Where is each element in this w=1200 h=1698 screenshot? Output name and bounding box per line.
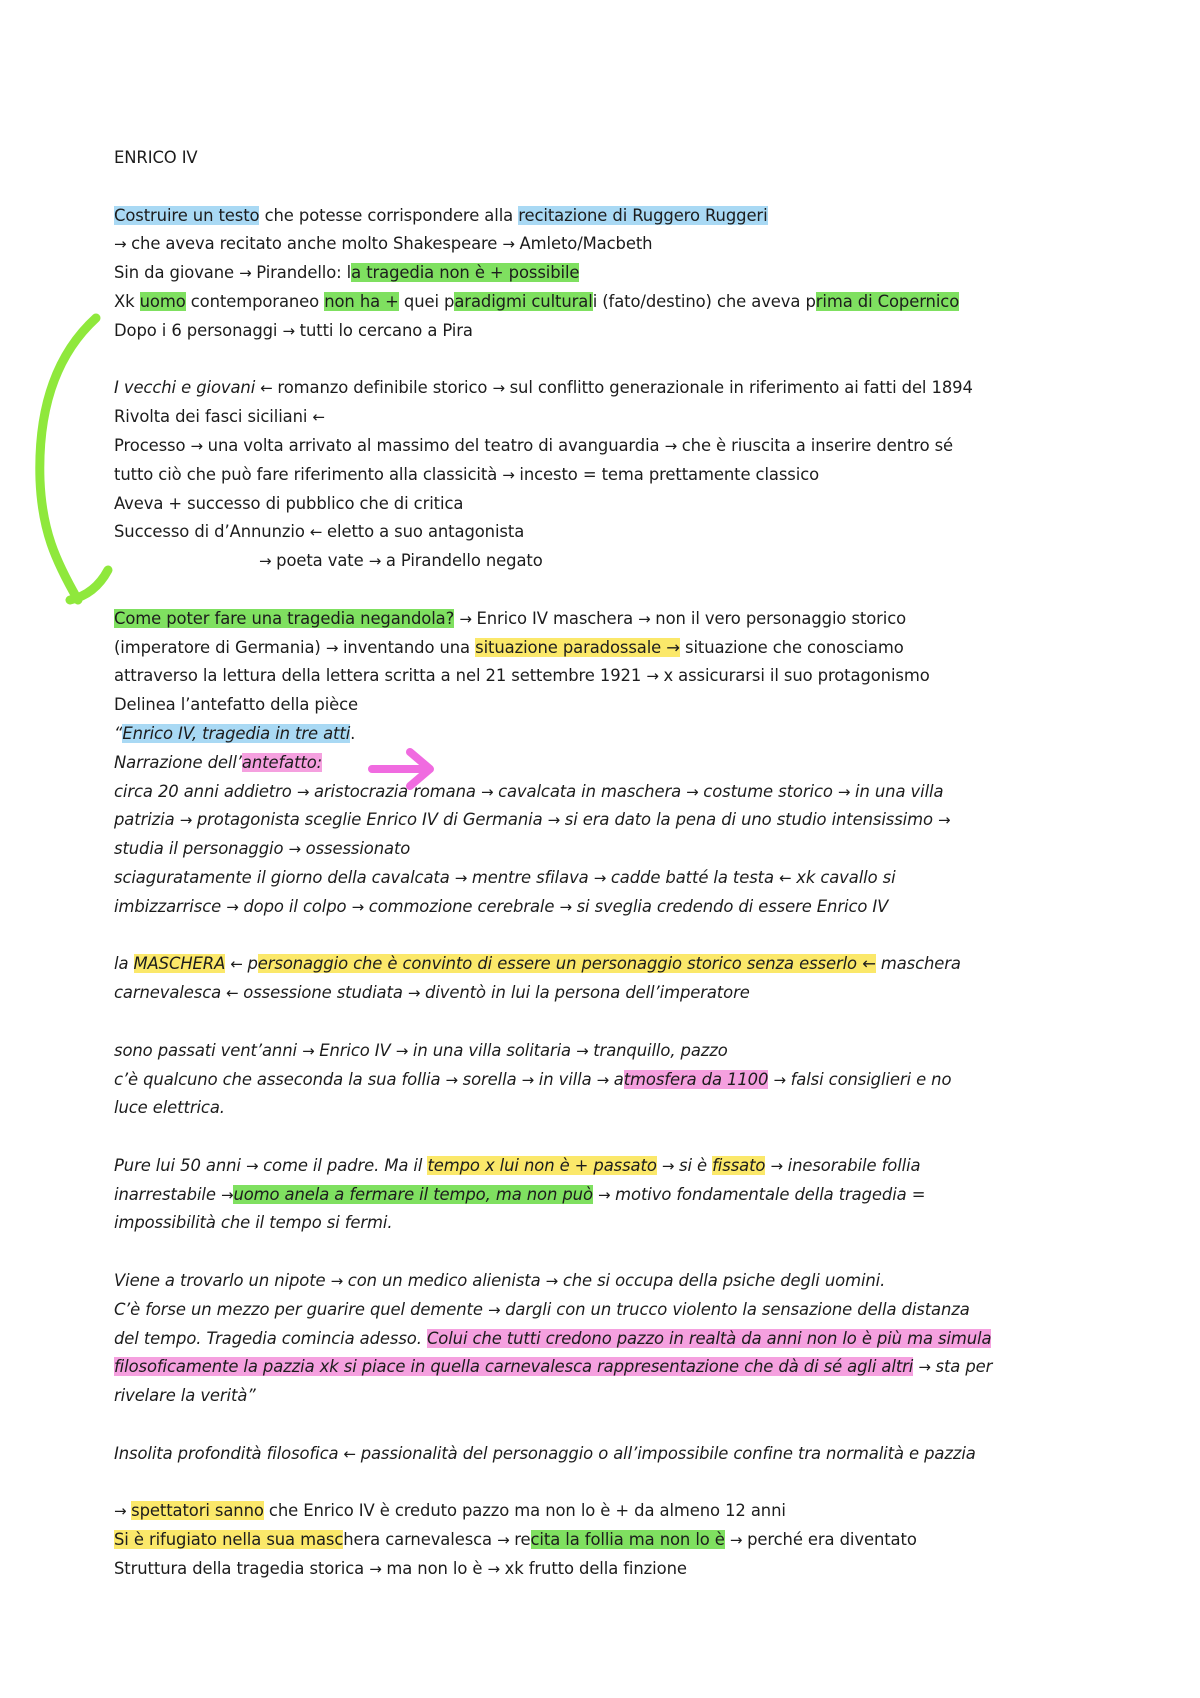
text-segment: re [514, 1530, 531, 1550]
text-segment: motivo fondamentale della tragedia = [615, 1184, 926, 1204]
arrow-icon: → [593, 868, 611, 887]
text-segment: sul conflitto generazionale in riferimento ai fatti del 1894 [509, 378, 973, 398]
text-segment: sorella [462, 1069, 522, 1089]
arrow-icon: → [521, 1070, 539, 1089]
arrow-icon: → [502, 465, 520, 484]
text-segment: maschera [875, 954, 961, 974]
arrow-icon: → [114, 1502, 132, 1521]
highlighted-text: non ha + [324, 291, 399, 311]
arrow-icon: → [773, 1070, 791, 1089]
arrow-icon: → [545, 1272, 563, 1291]
text-segment: ossessionato [305, 839, 411, 859]
text-line [114, 1526, 1114, 1555]
text-segment: poeta vate [276, 551, 369, 571]
highlighted-text: tmosfera da 1100 [623, 1069, 769, 1089]
text-segment: sta per [935, 1357, 993, 1377]
arrow-icon: → [407, 984, 426, 1003]
highlighted-text: cita la follia ma non lo è [530, 1530, 725, 1550]
text-line [114, 202, 1114, 231]
text-line [114, 1382, 1114, 1411]
text-segment: diventò in lui la persona dell’imperatore [425, 983, 750, 1003]
text-segment: Enrico IV maschera [476, 608, 639, 628]
arrow-icon: → [837, 782, 856, 801]
green-arrow-head [70, 570, 108, 600]
arrow-icon: → [487, 1300, 506, 1319]
text-segment: eletto a suo antagonista [327, 522, 525, 542]
arrow-icon: → [502, 235, 520, 254]
text-segment: xk frutto della finzione [504, 1559, 687, 1579]
text-segment: inesorabile follia [787, 1155, 921, 1175]
text-segment: Pure lui 50 anni [114, 1155, 246, 1175]
blank-line [114, 1469, 1114, 1498]
arrow-icon: → [576, 1041, 594, 1060]
text-segment: romanzo definibile storico [277, 378, 493, 398]
text-segment: Dopo i 6 personaggi [114, 320, 283, 340]
text-line [114, 461, 1114, 490]
text-segment: contemporaneo [185, 291, 325, 311]
text-segment: dopo il colpo [243, 896, 352, 916]
text-segment: carnevalesca [114, 983, 227, 1003]
text-line [114, 1066, 1114, 1095]
highlighted-text: rima di Copernico [815, 291, 960, 311]
arrow-icon: → [445, 1070, 463, 1089]
text-segment: aristocrazia romana [313, 781, 481, 801]
text-segment: xk cavallo si [796, 867, 896, 887]
text-segment: Viene a trovarlo un nipote [114, 1271, 331, 1291]
text-line [114, 432, 1114, 461]
highlighted-text: Colui che tutti credono pazzo in realtà da anni non lo è più ma simula [426, 1328, 992, 1348]
arrow-icon: ← [260, 379, 278, 398]
arrow-icon: → [325, 638, 343, 657]
text-segment: cavalcata in maschera [498, 781, 687, 801]
arrow-icon: ← [312, 408, 325, 427]
arrow-icon: → [638, 609, 656, 628]
text-line [114, 1152, 1114, 1181]
text-segment: Struttura della tragedia storica [114, 1559, 370, 1579]
highlighted-text: uomo anela a fermare il tempo, ma non può [233, 1184, 593, 1204]
arrow-icon: → [454, 868, 472, 887]
blank-line [114, 1411, 1114, 1440]
arrow-icon: → [646, 667, 664, 686]
text-segment: che Enrico IV è creduto pazzo ma non lo è + da almeno 12 anni [263, 1501, 786, 1521]
text-segment: in una villa [855, 781, 944, 801]
highlighted-text: recitazione di Ruggero Ruggeri [518, 205, 768, 225]
text-segment: Delinea l’antefatto della pièce [114, 695, 359, 715]
text-segment: i (fato/destino) che aveva p [592, 291, 816, 311]
text-line [114, 893, 1114, 922]
text-line [114, 288, 1114, 317]
text-segment: in una villa solitaria [412, 1040, 577, 1060]
text-segment: si era dato la pena di uno studio intensissimo [564, 810, 939, 830]
text-line [114, 1037, 1114, 1066]
text-segment: una volta arrivato al massimo del teatro di avanguardia [207, 435, 665, 455]
text-line [114, 864, 1114, 893]
text-segment: Xk [114, 291, 140, 311]
text-segment: con un medico alienista [347, 1271, 546, 1291]
text-segment: . [350, 723, 356, 743]
text-segment: sono passati vent’anni [114, 1040, 303, 1060]
arrow-icon: → [664, 436, 682, 455]
text-line [114, 691, 1114, 720]
highlighted-text: Costruire un testo [114, 205, 260, 225]
arrow-icon: → [492, 379, 510, 398]
highlighted-text: a tragedia non è + possibile [351, 263, 580, 283]
text-segment: attraverso la lettura della lettera scritta a nel 21 settembre 1921 [114, 666, 647, 686]
text-segment: C’è forse un mezzo per guarire quel demente [114, 1299, 488, 1319]
arrow-icon: → [598, 1185, 616, 1204]
text-line [114, 1325, 1114, 1354]
arrow-icon: ← [230, 955, 248, 974]
text-segment: del tempo. Tragedia comincia adesso. [114, 1328, 427, 1348]
arrow-icon: → [282, 321, 300, 340]
text-line [114, 778, 1114, 807]
text-line [114, 1353, 1114, 1382]
highlighted-text: Enrico IV, tragedia in tre atti [122, 723, 351, 743]
text-line [114, 835, 1114, 864]
text-line [114, 317, 1114, 346]
highlighted-text: Si è rifugiato nella sua masc [114, 1530, 344, 1550]
text-segment: c’è qualcuno che asseconda la sua follia [114, 1069, 446, 1089]
arrow-icon: → [220, 1185, 234, 1204]
text-line [114, 1209, 1114, 1238]
highlighted-text: filosoficamente la pazzia xk si piace in quella carnevalesca rappresentazione che dà di sé agli altri [114, 1357, 914, 1377]
text-segment: a [613, 1069, 624, 1089]
arrow-icon: → [330, 1272, 348, 1291]
highlighted-text: MASCHERA [133, 954, 226, 974]
arrow-icon: → [918, 1358, 936, 1377]
arrow-icon: → [596, 1070, 614, 1089]
text-segment: passionalità del personaggio o all’impossibile confine tra normalità e pazzia [360, 1443, 976, 1463]
text-segment: come il padre. Ma il [263, 1155, 428, 1175]
blank-line [114, 173, 1114, 202]
text-segment: che aveva recitato anche molto Shakespeare [131, 234, 503, 254]
text-segment: costume storico [703, 781, 838, 801]
text-segment: Aveva + successo di pubblico che di critica [114, 493, 464, 513]
text-segment: rivelare la verità” [114, 1386, 256, 1406]
text-segment: studia il personaggio [114, 839, 289, 859]
text-segment: cadde batté la testa [610, 867, 780, 887]
text-segment: Rivolta dei fasci siciliani [114, 407, 313, 427]
text-line [114, 1497, 1114, 1526]
text-segment: la [114, 954, 134, 974]
text-segment: dargli con un trucco violento la sensazione della distanza [505, 1299, 970, 1319]
arrow-icon: → [190, 436, 208, 455]
arrow-icon: → [547, 811, 565, 830]
text-segment: Pirandello: l [256, 263, 352, 283]
arrow-icon: → [369, 1560, 387, 1579]
text-line [114, 230, 1114, 259]
arrow-icon: → [487, 1560, 505, 1579]
arrow-icon: → [259, 552, 277, 571]
text-segment: quei p [398, 291, 455, 311]
text-segment: sciaguratamente il giorno della cavalcata [114, 867, 455, 887]
green-curved-arrow [40, 318, 96, 600]
text-segment: tutti lo cercano a Pira [299, 320, 473, 340]
text-segment: falsi consiglieri e no [790, 1069, 952, 1089]
text-segment: Successo di d’Annunzio [114, 522, 310, 542]
arrow-icon: → [245, 1156, 264, 1175]
arrow-icon: ← [309, 523, 328, 542]
text-segment: luce elettrica. [114, 1098, 225, 1118]
text-segment: inarrestabile [114, 1184, 221, 1204]
text-line [114, 1094, 1114, 1123]
text-line [114, 605, 1114, 634]
arrow-icon: → [179, 811, 197, 830]
text-line [114, 374, 1114, 403]
arrow-icon: → [302, 1041, 320, 1060]
text-segment: protagonista sceglie Enrico IV di Germania [196, 810, 548, 830]
text-line [114, 1440, 1114, 1469]
text-line [114, 1296, 1114, 1325]
arrow-icon: → [661, 1156, 680, 1175]
document-title: ENRICO IV [114, 148, 198, 167]
arrow-icon: → [729, 1531, 748, 1550]
text-segment: Enrico IV [319, 1040, 396, 1060]
arrow-icon: ← [343, 1444, 361, 1463]
text-segment: Amleto/Macbeth [519, 234, 653, 254]
text-line [114, 1555, 1114, 1584]
text-segment: che potesse corrispondere alla [259, 205, 519, 225]
text-line [114, 720, 1114, 749]
text-line [114, 1267, 1114, 1296]
arrow-icon: → [459, 609, 477, 628]
text-segment: mentre sfilava [471, 867, 594, 887]
text-line [114, 806, 1114, 835]
text-segment: tranquillo, pazzo [593, 1040, 728, 1060]
blank-line [114, 346, 1114, 375]
arrow-icon: → [480, 782, 499, 801]
notes-lines [114, 202, 1114, 1584]
text-segment: ma non lo è [386, 1559, 488, 1579]
highlighted-text: uomo [139, 291, 186, 311]
text-segment: incesto = tema prettamente classico [519, 464, 820, 484]
text-segment: “ [114, 723, 123, 743]
text-segment: hera carnevalesca [343, 1530, 498, 1550]
arrow-icon: → [497, 1531, 515, 1550]
text-line [114, 547, 1114, 576]
text-segment: si sveglia credendo di essere Enrico IV [576, 896, 889, 916]
text-segment: circa 20 anni addietro [114, 781, 297, 801]
text-segment: Sin da giovane [114, 263, 240, 283]
arrow-icon: → [686, 782, 704, 801]
text-segment: tutto ciò che può fare riferimento alla classicità [114, 464, 503, 484]
text-segment: inventando una [342, 637, 476, 657]
text-line [114, 259, 1114, 288]
arrow-icon: → [288, 840, 306, 859]
highlighted-text: Come poter fare una tragedia negandola? [114, 608, 455, 628]
arrow-icon: → [114, 235, 132, 254]
text-line [114, 634, 1114, 663]
arrow-icon: ← [226, 984, 244, 1003]
arrow-icon: → [938, 811, 951, 830]
text-segment: situazione che conosciamo [679, 637, 904, 657]
notes-body [114, 144, 1114, 1584]
text-line [114, 1181, 1114, 1210]
text-line [114, 490, 1114, 519]
blank-line [114, 922, 1114, 951]
highlighted-text: spettatori sanno [131, 1501, 264, 1521]
text-segment: che si occupa della psiche degli uomini. [562, 1271, 886, 1291]
text-segment: ossessione studiata [243, 983, 408, 1003]
text-segment: I vecchi e giovani [114, 378, 261, 398]
text-segment: perché era diventato [747, 1530, 917, 1550]
text-segment: patrizia [114, 810, 180, 830]
text-segment: Narrazione dell’ [114, 752, 242, 772]
highlighted-text: tempo x lui non è + passato [427, 1155, 657, 1175]
text-line [114, 749, 1114, 778]
text-segment: si è [679, 1155, 713, 1175]
highlighted-text: fissato [712, 1155, 766, 1175]
text-line [114, 403, 1114, 432]
text-line [114, 950, 1114, 979]
arrow-icon: → [239, 264, 257, 283]
blank-line [114, 576, 1114, 605]
arrow-icon: → [770, 1156, 788, 1175]
text-segment: in villa [538, 1069, 597, 1089]
text-segment: che è riuscita a inserire dentro sé [681, 435, 954, 455]
text-segment: non il vero personaggio storico [655, 608, 907, 628]
highlighted-text: situazione paradossale → [475, 637, 680, 657]
blank-line [114, 1123, 1114, 1152]
arrow-icon: → [351, 897, 369, 916]
text-segment: p [247, 954, 258, 974]
arrow-icon: → [226, 897, 244, 916]
arrow-icon: → [368, 552, 386, 571]
arrow-icon: ← [779, 868, 797, 887]
text-segment: imbizzarrisce [114, 896, 227, 916]
text-segment: (imperatore di Germania) [114, 637, 326, 657]
blank-line [114, 1008, 1114, 1037]
text-line [114, 662, 1114, 691]
text-segment: a Pirandello negato [385, 551, 543, 571]
text-segment: Processo [114, 435, 191, 455]
text-segment: x assicurarsi il suo protagonismo [663, 666, 930, 686]
text-segment: commozione cerebrale [368, 896, 560, 916]
text-line [114, 979, 1114, 1008]
arrow-icon: → [395, 1041, 413, 1060]
arrow-icon: → [296, 782, 314, 801]
highlighted-text: aradigmi cultural [454, 291, 593, 311]
highlighted-text: antefatto: [241, 752, 323, 772]
text-segment: impossibilità che il tempo si fermi. [114, 1213, 393, 1233]
blank-line [114, 1238, 1114, 1267]
highlighted-text: ersonaggio che è convinto di essere un personaggio storico senza esserlo ← [257, 954, 876, 974]
text-segment: Insolita profondità filosofica [114, 1443, 344, 1463]
text-line [114, 518, 1114, 547]
arrow-icon: → [559, 897, 577, 916]
